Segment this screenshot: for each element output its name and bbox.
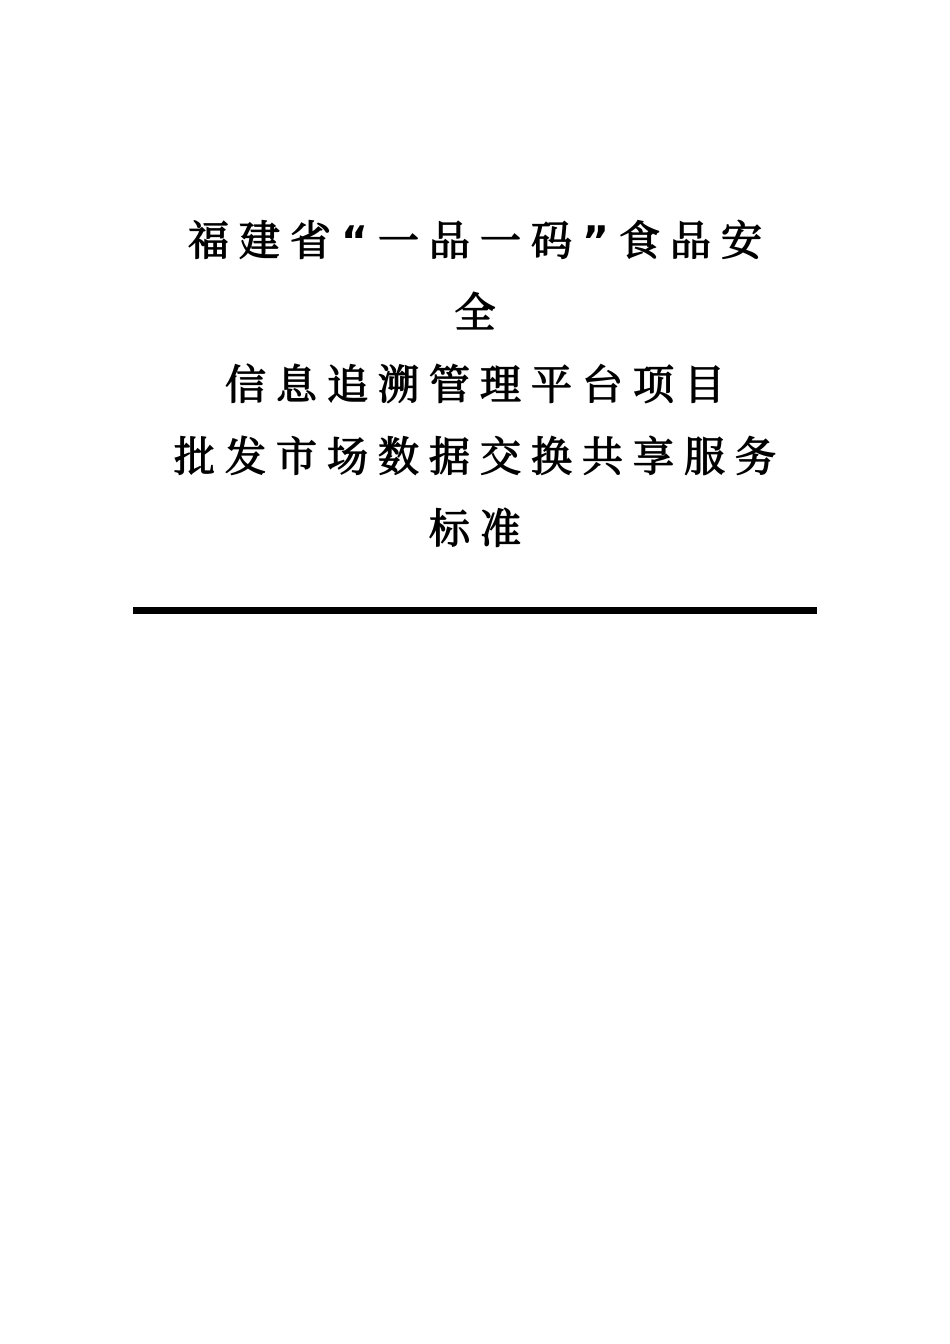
title-line-4: 批发市场数据交换共享服务 (174, 433, 786, 481)
title-line-2: 全 (454, 289, 506, 337)
title-line-3: 信息追溯管理平台项目 (225, 361, 735, 409)
cover-title-block (0, 205, 950, 565)
title-line-5: 标准 (429, 505, 531, 553)
title-divider-rule (133, 607, 817, 614)
title-line-1: 福建省“一品一码”食品安 (188, 217, 772, 265)
